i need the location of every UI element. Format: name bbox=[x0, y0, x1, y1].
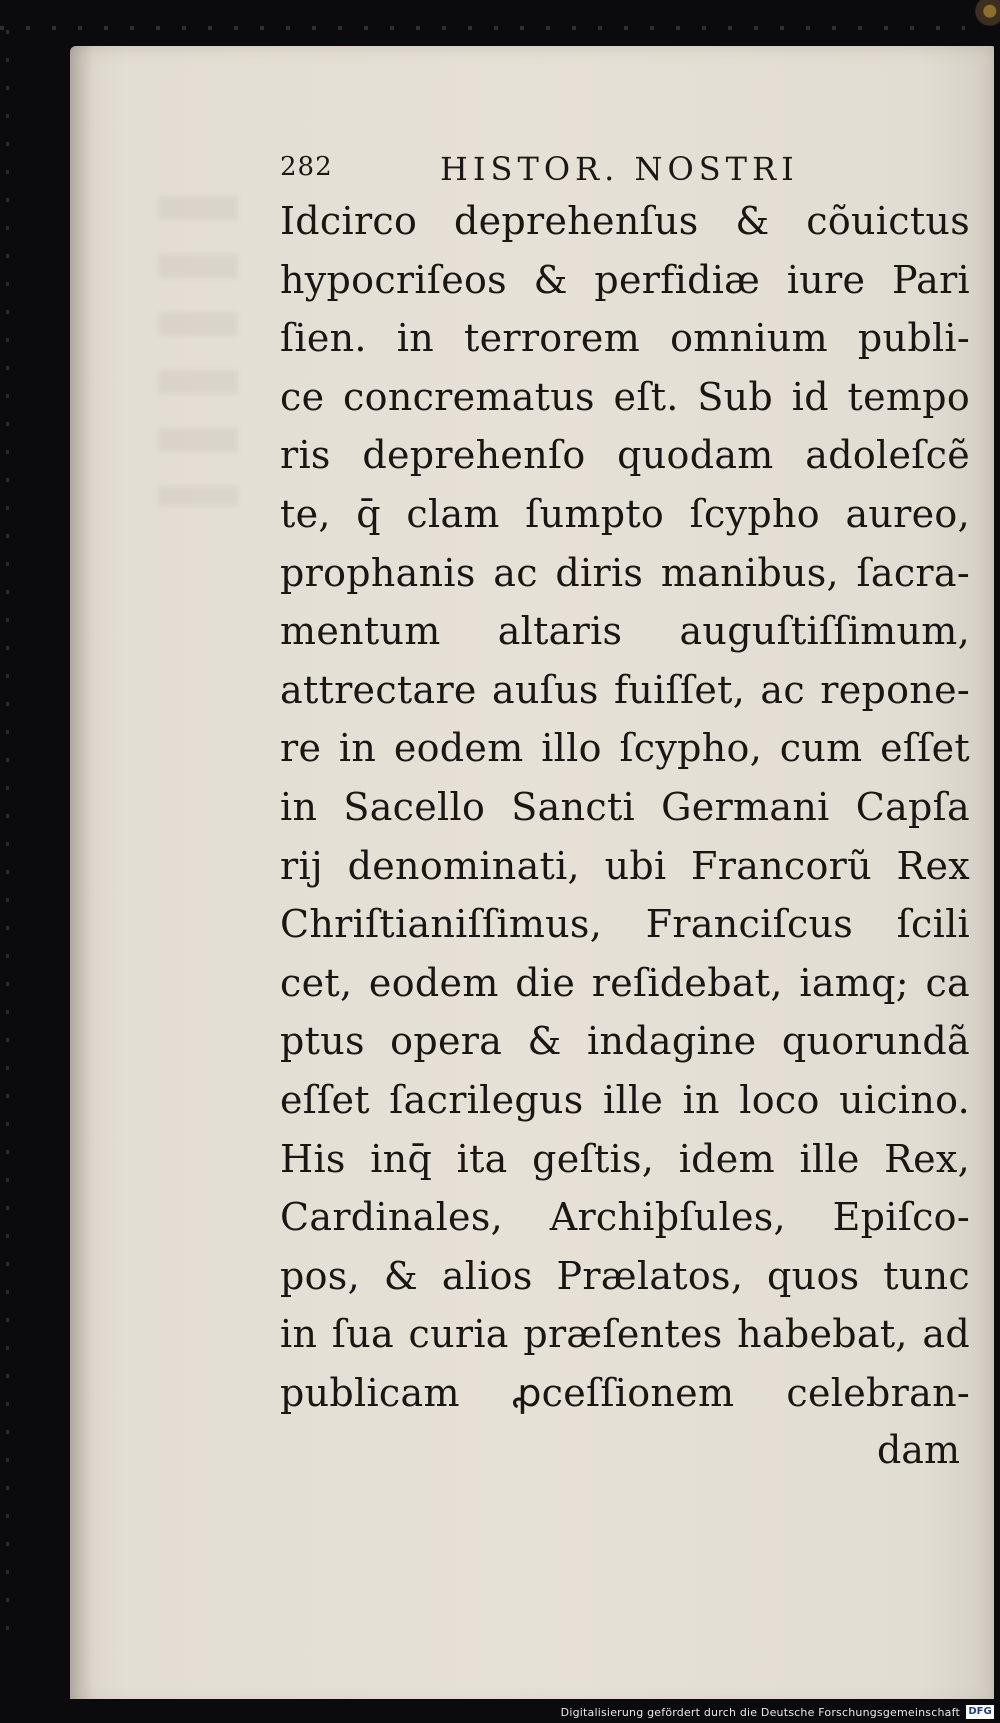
show-through-bleed bbox=[158, 196, 238, 506]
dfg-logo: DFG bbox=[966, 1705, 994, 1719]
body-text bbox=[280, 192, 970, 1422]
text-line: pos, & alios Prælatos, quos tunc bbox=[280, 1253, 970, 1298]
digitization-credit: Digitalisierung gefördert durch die Deutsche Forschungsgemeinschaft bbox=[560, 1706, 960, 1719]
text-line: His inq̄ ita geſtis, idem ille Rex, bbox=[280, 1136, 970, 1181]
text-line: Cardinales, Archiþſules, Epiſco- bbox=[280, 1195, 970, 1240]
text-line: hypocriſeos & perfidiæ iure Pari bbox=[280, 257, 970, 302]
text-line: cet, eodem die reſidebat, iamq; ca bbox=[280, 960, 970, 1005]
text-line: in Sacello Sancti Germani Capſa bbox=[280, 784, 970, 829]
text-line: Chriſtianiſſimus, Franciſcus ſcili bbox=[280, 902, 970, 947]
text-line: ce concrematus eſt. Sub id tempo bbox=[280, 374, 970, 419]
text-line: ptus opera & indagine quorundã bbox=[280, 1019, 970, 1064]
footer-band bbox=[0, 1699, 1000, 1723]
text-line: prophanis ac diris manibus, ſacra- bbox=[280, 550, 970, 595]
corner-mark bbox=[966, 0, 1000, 28]
catchword: dam bbox=[876, 1428, 960, 1472]
text-line: ris deprehenſo quodam adoleſcẽ bbox=[280, 433, 970, 478]
text-line: rij denominati, ubi Francorũ Rex bbox=[280, 843, 970, 888]
scanner-edge-left bbox=[6, 30, 9, 1650]
scanner-edge-top bbox=[0, 26, 965, 30]
page-number: 282 bbox=[280, 152, 333, 182]
text-line: mentum altaris auguſtiſſimum, bbox=[280, 609, 970, 654]
text-line: in ſua curia præſentes habebat, ad bbox=[280, 1312, 970, 1357]
text-line: Idcirco deprehenſus & cõuictus bbox=[280, 199, 970, 243]
text-line: publicam ꝓceſſionem celebran- bbox=[280, 1370, 970, 1415]
text-line: eſſet ſacrilegus ille in loco uicino. bbox=[280, 1077, 970, 1122]
running-head: HISTOR. NOSTRI bbox=[440, 150, 799, 188]
page-header bbox=[280, 150, 980, 190]
text-line: re in eodem illo ſcypho, cum eſſet bbox=[280, 726, 970, 771]
text-line: attrectare auſus fuiſſet, ac repone- bbox=[280, 667, 970, 712]
text-line: te, q̄ clam ſumpto ſcypho aureo, bbox=[280, 491, 970, 536]
text-line: ſien. in terrorem omnium publi- bbox=[280, 316, 970, 361]
